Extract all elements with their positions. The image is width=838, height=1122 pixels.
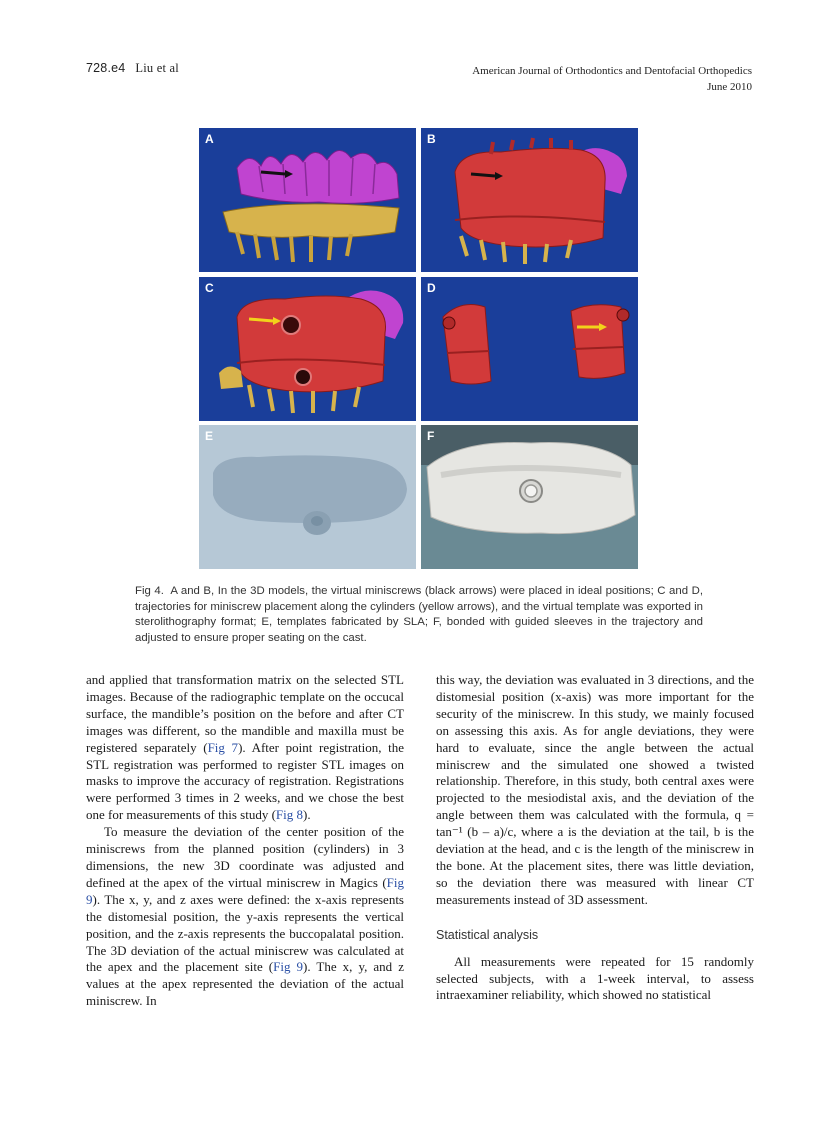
figure-reference-link[interactable]: Fig 9: [86, 874, 404, 907]
left-column: [86, 672, 404, 1010]
text-run: and applied that transformation matrix on the selected STL images. Because of the radiographic template on the occucal surface, the mandible’s position on the before and after CT images was different, so the mandible and maxilla must be registered separately (: [86, 672, 404, 755]
figure-caption-text: A and B, In the 3D models, the virtual miniscrews (black arrows) were placed in ideal positions; C and D, trajectories for miniscrew placement along the cylinders (yellow arrows), and the virtual template was exported in sterolithography format; E, templates fabricated by SLA; F, bonded with guided sleeves in the trajectory and adjusted to ensure proper seating on the cast.: [135, 585, 703, 644]
panel-label: A: [205, 132, 214, 146]
journal-title: American Journal of Orthodontics and Dentofacial Orthopedics: [472, 65, 752, 77]
page-number: 728.e4: [86, 61, 126, 75]
figure-reference-link[interactable]: Fig 7: [207, 739, 239, 755]
text-run: ). The x, y, and z axes were defined: the x-axis represents the distomesial position, the y-axis represents the vertical position, and the z-axis represents the buccopalatal position. The 3D deviation of the actual miniscrew was calculated at the apex and the placement site (: [86, 891, 404, 975]
figure-panel-d: [421, 277, 638, 421]
figure-panel-b: [421, 128, 638, 272]
text-run: ). After point registration, the STL registration was performed to register STL images on masks to improve the accuracy of registration. Registrations were performed 3 times in 2 weeks, and we chose the best one for measurements of this study (: [86, 739, 404, 823]
template-photo: [199, 425, 416, 569]
template-photo: [421, 425, 638, 569]
dental-model-image: [199, 277, 416, 421]
paragraph: this way, the deviation was evaluated in 3 directions, and the distomesial position (x-axis) was more important for the security of the miniscrew. In this study, we mainly focused on assessing this axis. As for angle deviations, they were hard to evaluate, since the angle between the actual miniscrew and the simulated one showed a twisted relationship. Therefore, in this study, both central axes were projected to the mesiodistal axis, and the deviation of the angle between them was calculated with the formula, q = tan⁻¹ (b – a)/c, where a is the deviation at the tail, b is the deviation at the head, and c is the length of the miniscrew in the bone. At the placement sites, there was little deviation, so the deviation there was measured with linear CT measurements instead of 3D assessment.: [436, 672, 754, 907]
running-header-right: [472, 63, 752, 95]
paragraph: [86, 824, 404, 1010]
dental-model-image: [199, 128, 416, 272]
paragraph: All measurements were repeated for 15 randomly selected subjects, with a 1-week interval, to assess intraexaminer reliability, which showed no statistical: [436, 953, 754, 1003]
figure-caption-prefix: Fig 4.: [135, 585, 164, 597]
figure-caption: [135, 584, 703, 646]
text-run: To measure the deviation of the center position of the miniscrews from the planned position (cylinders) in 3 dimensions, the new 3D coordinate was adjusted and defined at the apex of the virtual miniscrew in Magics (: [86, 824, 404, 890]
running-header-left: [86, 61, 179, 76]
figure-panel-e: [199, 425, 416, 569]
paragraph: [86, 672, 404, 824]
figure-4: [199, 128, 638, 569]
issue-date: June 2010: [707, 81, 752, 93]
panel-label: B: [427, 132, 436, 146]
dental-model-image: [421, 277, 638, 421]
panel-label: D: [427, 281, 436, 295]
figure-panel-c: [199, 277, 416, 421]
text-run: ). The x, y, and z values at the apex represented the deviation of the actual miniscrew. In: [86, 959, 404, 1009]
panel-label: C: [205, 281, 214, 295]
panel-label: E: [205, 429, 214, 443]
figure-reference-link[interactable]: Fig 9: [273, 959, 304, 975]
authors: Liu et al: [135, 61, 179, 75]
figure-panel-a: [199, 128, 416, 272]
panel-label: F: [427, 429, 435, 443]
dental-model-image: [421, 128, 638, 272]
section-heading: Statistical analysis: [436, 927, 539, 942]
figure-panel-f: [421, 425, 638, 569]
right-column: [436, 672, 754, 1004]
text-run: ).: [303, 807, 311, 823]
figure-reference-link[interactable]: Fig 8: [275, 807, 303, 823]
